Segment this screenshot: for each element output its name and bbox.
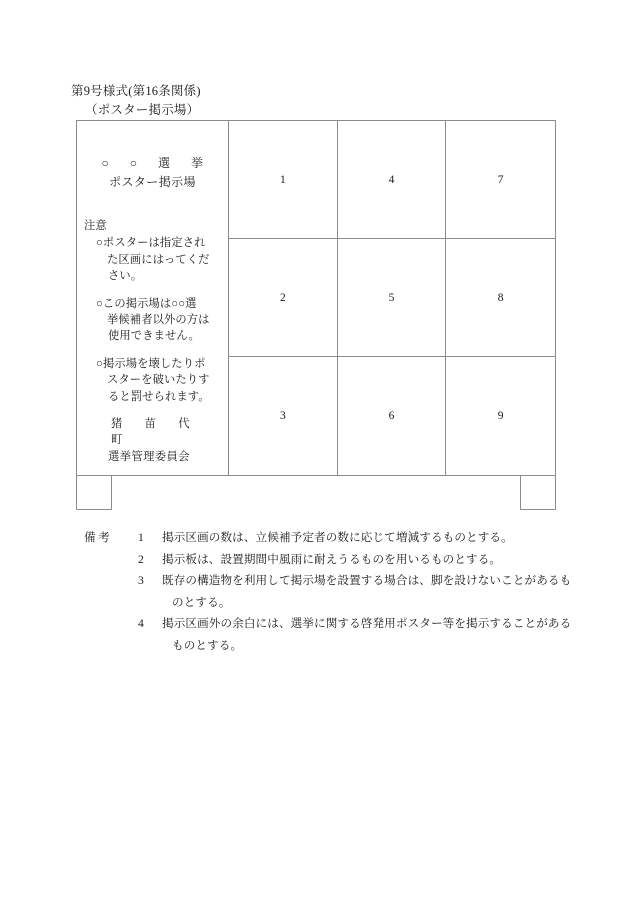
notice-item-cont: た区画にはってくだ さい。 (107, 253, 210, 283)
poster-panel-cell: 4 (338, 121, 447, 239)
poster-board-diagram (76, 120, 556, 476)
remarks-item-number: 2 (138, 552, 144, 566)
form-subtitle: （ポスター掲示場） (85, 103, 200, 117)
poster-panel-cell: 3 (229, 357, 338, 475)
remarks-item-number: 4 (138, 617, 144, 630)
board-leg-right (520, 476, 556, 510)
remarks-item-text-line2: ものとする。 (172, 638, 243, 652)
remarks-item-text-line1: 掲示区画外の余白には、選挙に関する啓発用ポスター等を掲示することがある (162, 617, 572, 630)
remarks-item-text-line1: 既存の構造物を利用して掲示場を設置する場合は、脚を設けないことがあるも (162, 574, 572, 587)
notice-label: 注意 (84, 220, 107, 232)
remarks-section (84, 527, 584, 656)
board-heading (77, 154, 228, 192)
board-info-panel (77, 121, 229, 475)
notice-item (84, 296, 224, 345)
notice-item-lead: ○掲示場を壊したりポ (96, 357, 206, 370)
remarks-item (138, 613, 584, 656)
poster-panel-cell: 1 (229, 121, 338, 239)
notice-item-cont: 挙候補者以外の方は 使用できません。 (107, 314, 210, 343)
remarks-label: 備考 (84, 531, 113, 544)
remarks-item-text-line2: のとする。 (172, 595, 231, 609)
remarks-item (138, 527, 584, 549)
remarks-item (138, 549, 584, 571)
board-leg-left (76, 476, 112, 510)
poster-panel-cell: 9 (497, 410, 504, 422)
notice-block (84, 218, 224, 465)
poster-panel-grid (229, 121, 555, 475)
remarks-item-text: 掲示板は、設置期間中風雨に耐えうるものを用いるものとする。 (162, 552, 502, 566)
poster-panel-cell: 6 (338, 357, 447, 475)
notice-item-lead: ○この掲示場は○○選 (96, 297, 197, 310)
issuing-authority-line1: 猪 苗 代 町 (111, 418, 212, 447)
form-title: 第9号様式(第16条関係) (71, 84, 201, 98)
notice-item (84, 235, 224, 284)
remarks-item (138, 570, 584, 613)
remarks-item-text (162, 570, 584, 613)
issuing-authority-line2: 選挙管理委員会 (108, 450, 190, 463)
issuing-authority (84, 416, 224, 465)
notice-item (84, 356, 224, 405)
board-heading-line2: ポスター掲示場 (109, 175, 196, 189)
board-heading-line1: ○ ○ 選 挙 (101, 156, 208, 170)
remarks-item-number: 1 (138, 531, 144, 544)
poster-panel-cell: 7 (446, 121, 555, 239)
remarks-item-text: 掲示区画の数は、立候補予定者の数に応じて増減するものとする。 (162, 531, 513, 544)
remarks-list (138, 527, 584, 656)
poster-panel-cell: 5 (338, 239, 447, 357)
notice-item-cont: スターを破いたりす ると罰せられます。 (107, 374, 210, 403)
poster-panel-cell: 8 (446, 239, 555, 357)
remarks-item-text (162, 613, 584, 656)
remarks-item-number: 3 (138, 574, 144, 587)
poster-panel-cell: 2 (229, 239, 338, 357)
notice-item-lead: ○ポスターは指定され (96, 237, 206, 250)
